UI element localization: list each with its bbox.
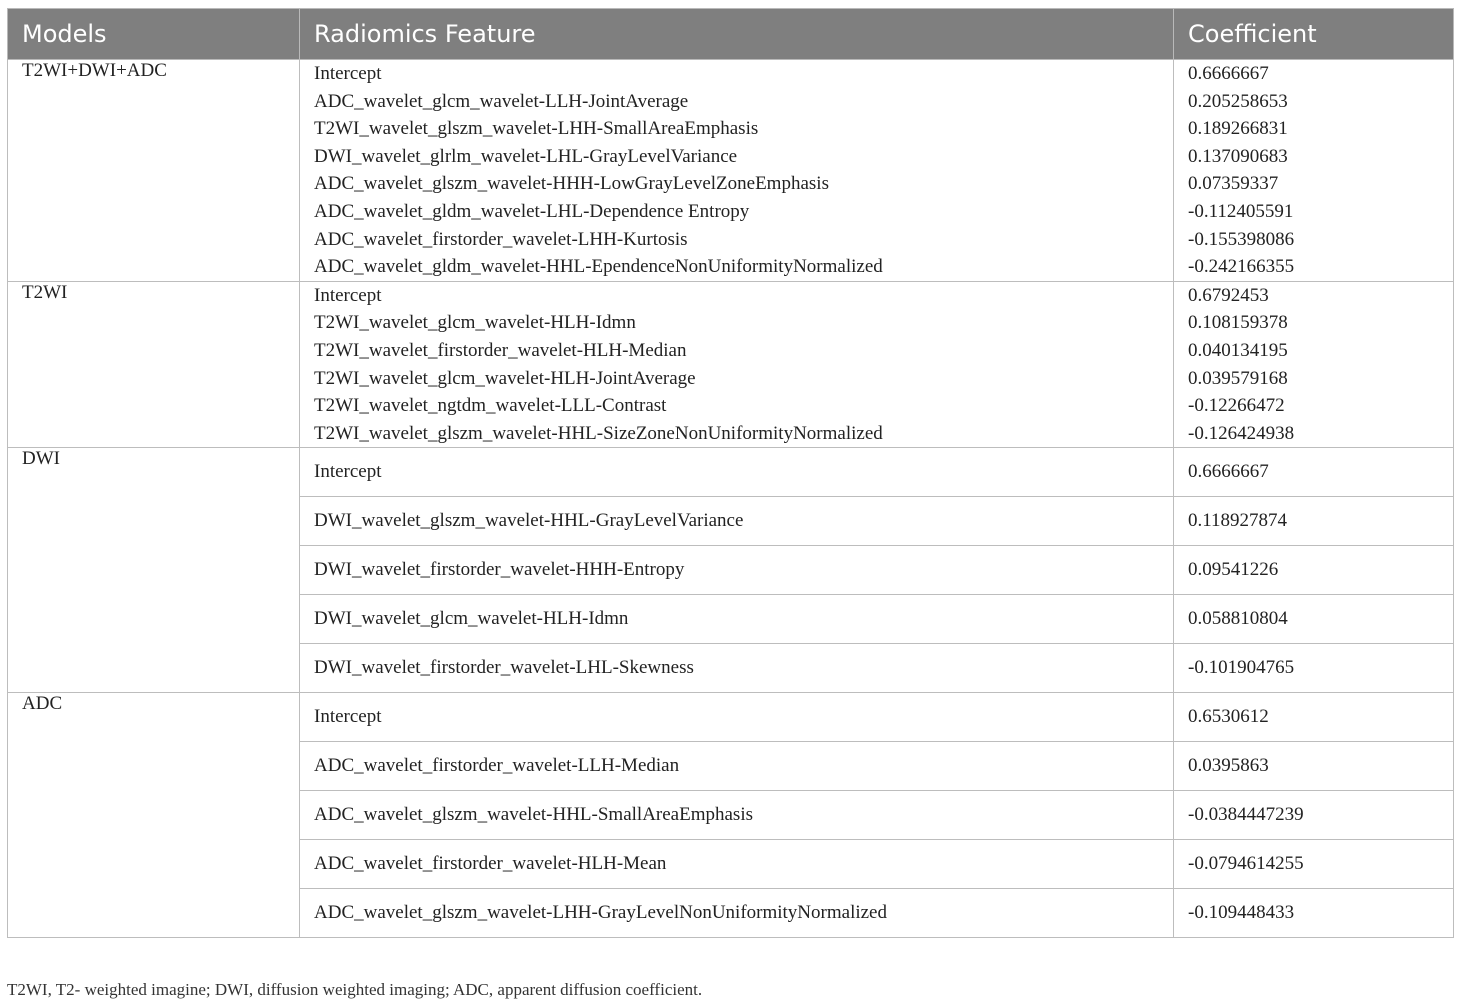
feature-cell: DWI_wavelet_firstorder_wavelet-HHH-Entropy — [300, 546, 1174, 595]
coefficient-text: 0.137090683 — [1188, 145, 1288, 167]
coefficient-text: 0.6792453 — [1188, 284, 1269, 306]
model-cell: T2WI — [8, 281, 300, 448]
feature-text: Intercept — [314, 63, 382, 84]
feature-text: ADC_wavelet_gldm_wavelet-HHL-EpendenceNonUniformityNormalized — [314, 256, 883, 278]
coefficient-cell: 0.0395863 — [1174, 742, 1454, 791]
feature-text: T2WI_wavelet_glszm_wavelet-HHL-SizeZoneNonUniformityNormalized — [314, 422, 883, 444]
feature-text: ADC_wavelet_gldm_wavelet-LHL-Dependence Entropy — [314, 200, 750, 222]
feature-cell: ADC_wavelet_glszm_wavelet-LHH-GrayLevelNonUniformityNormalized — [300, 889, 1174, 938]
feature-text: T2WI_wavelet_glcm_wavelet-HLH-JointAverage — [314, 367, 696, 389]
table-header — [8, 9, 1454, 60]
coefficient-text: 0.108159378 — [1188, 312, 1288, 334]
header-coefficient: Coefficient — [1174, 9, 1454, 60]
feature-text: T2WI_wavelet_glszm_wavelet-LHH-SmallAreaEmphasis — [314, 118, 759, 140]
feature-text: ADC_wavelet_firstorder_wavelet-LHH-Kurtosis — [314, 228, 688, 250]
table-row — [8, 693, 1454, 742]
header-models: Models — [8, 9, 300, 60]
feature-cell: ADC_wavelet_glszm_wavelet-HHL-SmallAreaEmphasis — [300, 791, 1174, 840]
coefficient-text: 0.039579168 — [1188, 367, 1288, 389]
header-row — [8, 9, 1454, 60]
table-body — [8, 60, 1454, 938]
feature-text: T2WI_wavelet_firstorder_wavelet-HLH-Median — [314, 339, 687, 361]
coefficient-cell: 0.118927874 — [1174, 497, 1454, 546]
group-row-t2wi — [8, 281, 1454, 448]
feature-cell: DWI_wavelet_glcm_wavelet-HLH-Idmn — [300, 595, 1174, 644]
feature-text: DWI_wavelet_glrlm_wavelet-LHL-GrayLevelVariance — [314, 145, 738, 167]
coefficient-text: 0.6666667 — [1188, 63, 1269, 84]
feature-text: ADC_wavelet_glszm_wavelet-HHH-LowGrayLevelZoneEmphasis — [314, 173, 829, 195]
table-footnote: T2WI, T2- weighted imagine; DWI, diffusion weighted imaging; ADC, apparent diffusion coefficient. — [7, 980, 703, 999]
feature-text: T2WI_wavelet_glcm_wavelet-HLH-Idmn — [314, 312, 636, 334]
feature-stack — [300, 60, 1174, 282]
coefficient-cell: -0.101904765 — [1174, 644, 1454, 693]
feature-cell: DWI_wavelet_firstorder_wavelet-LHL-Skewness — [300, 644, 1174, 693]
feature-text: T2WI_wavelet_ngtdm_wavelet-LLL-Contrast — [314, 395, 667, 417]
coefficient-text: -0.242166355 — [1188, 256, 1295, 278]
coefficient-cell: 0.058810804 — [1174, 595, 1454, 644]
coefficient-text: 0.040134195 — [1188, 339, 1288, 361]
feature-cell: Intercept — [300, 448, 1174, 497]
radiomics-table — [7, 8, 1454, 938]
header-radiomics-feature: Radiomics Feature — [300, 9, 1174, 60]
coefficient-cell: -0.0384447239 — [1174, 791, 1454, 840]
coefficient-cell: 0.09541226 — [1174, 546, 1454, 595]
model-cell: T2WI+DWI+ADC — [8, 60, 300, 282]
feature-cell: ADC_wavelet_firstorder_wavelet-HLH-Mean — [300, 840, 1174, 889]
model-cell: DWI — [8, 448, 300, 693]
feature-text: ADC_wavelet_glcm_wavelet-LLH-JointAverage — [314, 90, 689, 112]
coefficient-text: -0.155398086 — [1188, 228, 1295, 250]
feature-cell: ADC_wavelet_firstorder_wavelet-LLH-Median — [300, 742, 1174, 791]
coefficient-text: -0.12266472 — [1188, 395, 1285, 417]
feature-stack — [300, 281, 1174, 448]
table-row — [8, 448, 1454, 497]
coefficient-cell: -0.109448433 — [1174, 889, 1454, 938]
group-row-combined — [8, 60, 1454, 282]
feature-text: Intercept — [314, 284, 382, 306]
coefficient-cell: -0.0794614255 — [1174, 840, 1454, 889]
coefficient-text: 0.205258653 — [1188, 90, 1288, 112]
coefficient-stack — [1174, 60, 1454, 282]
coefficient-text: -0.112405591 — [1188, 200, 1294, 222]
feature-cell: DWI_wavelet_glszm_wavelet-HHL-GrayLevelVariance — [300, 497, 1174, 546]
feature-cell: Intercept — [300, 693, 1174, 742]
coefficient-cell: 0.6666667 — [1174, 448, 1454, 497]
coefficient-stack — [1174, 281, 1454, 448]
model-cell: ADC — [8, 693, 300, 938]
coefficient-cell: 0.6530612 — [1174, 693, 1454, 742]
coefficient-text: 0.189266831 — [1188, 118, 1288, 140]
coefficient-text: 0.07359337 — [1188, 173, 1279, 195]
coefficient-text: -0.126424938 — [1188, 422, 1295, 444]
